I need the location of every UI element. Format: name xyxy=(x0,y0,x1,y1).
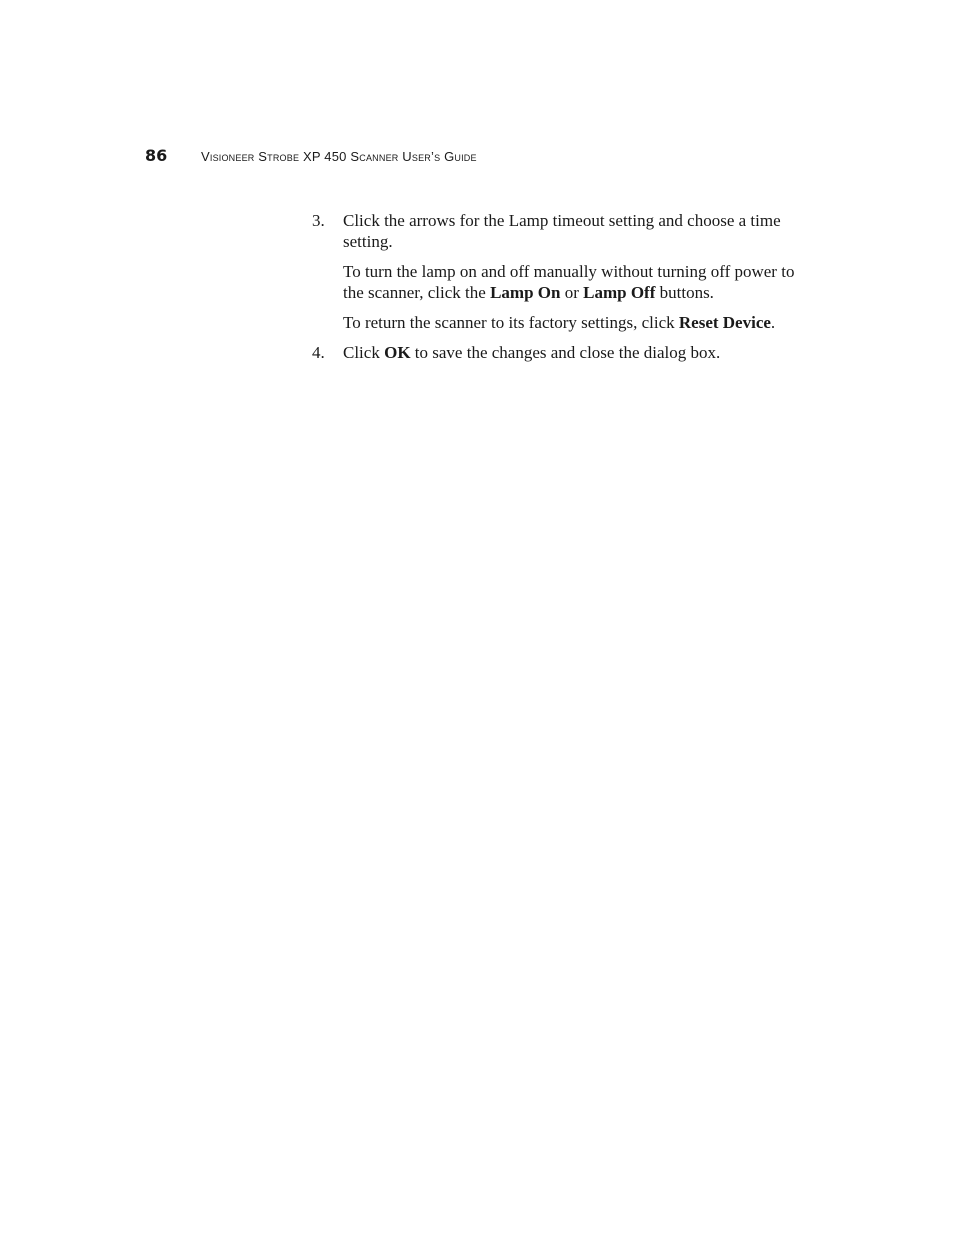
lamp-on-label: Lamp On xyxy=(490,283,561,302)
page-header xyxy=(145,146,477,166)
step-4-text-after: to save the changes and close the dialog box. xyxy=(414,343,721,362)
step-number: 3. xyxy=(312,211,325,230)
reset-text-before: To return the scanner to its factory settings, click xyxy=(343,313,675,332)
lamp-text-after: buttons. xyxy=(659,283,714,302)
page-number: 86 xyxy=(145,146,168,165)
step-3 xyxy=(312,210,812,252)
step-4-text-before: Click xyxy=(343,343,380,362)
reset-device-label: Reset Device xyxy=(678,313,771,332)
lamp-off-label: Lamp Off xyxy=(583,283,656,302)
step-4 xyxy=(312,342,812,363)
reset-text-after: . xyxy=(770,313,776,332)
lamp-text-before: To turn the lamp on and off manually without turning off power to the scanner, click the xyxy=(343,262,795,302)
lamp-paragraph xyxy=(343,261,812,303)
step-text xyxy=(343,342,812,363)
step-text: Click the arrows for the Lamp timeout setting and choose a time setting. xyxy=(343,211,781,251)
lamp-text-middle: or xyxy=(564,283,579,302)
reset-paragraph xyxy=(343,312,812,333)
step-number: 4. xyxy=(312,343,325,362)
ok-label: OK xyxy=(384,343,411,362)
running-title: Visioneer Strobe XP 450 Scanner User’s Guide xyxy=(201,149,477,164)
instructions xyxy=(312,210,812,363)
